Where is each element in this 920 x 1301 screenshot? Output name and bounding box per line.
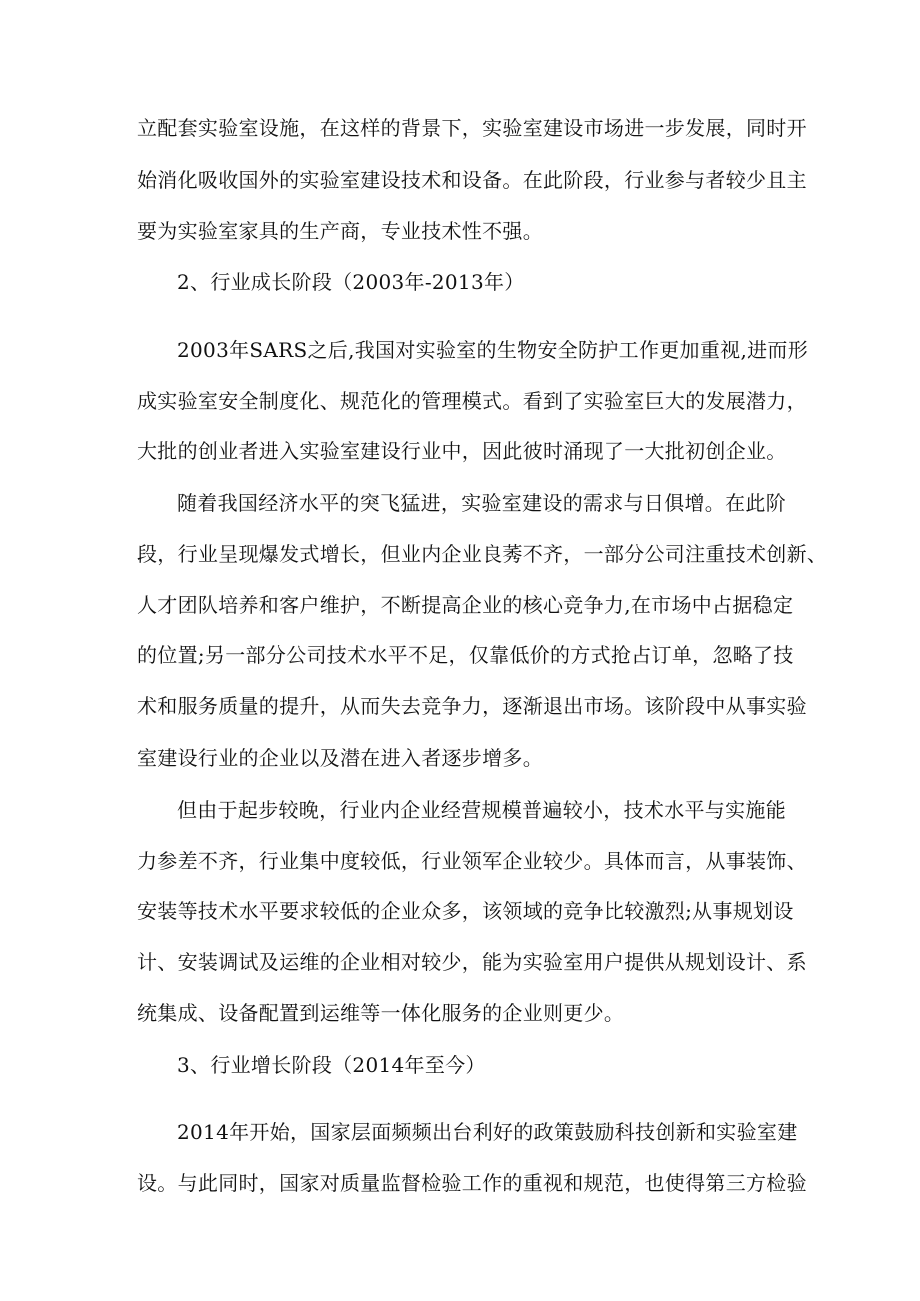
text-line: 术和服务质量的提升，从而失去竞争力，逐渐退出市场。该阶段中从事实验 xyxy=(137,694,807,718)
text-line: 计、安装调试及运维的企业相对较少，能为实验室用户提供从规划设计、系 xyxy=(137,950,807,974)
text-line: 随着我国经济水平的突飞猛进，实验室建设的需求与日俱增。在此阶 xyxy=(177,491,786,515)
text-line: 但由于起步较晚，行业内企业经营规模普遍较小，技术水平与实施能 xyxy=(177,798,786,822)
text-line: 安装等技术水平要求较低的企业众多，该领域的竞争比较激烈;从事规划设 xyxy=(137,899,794,923)
text-line: 人才团队培养和客户维护，不断提高企业的核心竞争力,在市场中占据稳定 xyxy=(137,593,794,617)
text-line: 大批的创业者进入实验室建设行业中，因此彼时涌现了一大批初创企业。 xyxy=(137,439,787,463)
text-line: 统集成、设备配置到运维等一体化服务的企业则更少。 xyxy=(137,1001,625,1025)
section-heading-growth: 2、行业成长阶段（2003年-2013年） xyxy=(177,270,525,294)
text-line: 2014年开始，国家层面频频出台利好的政策鼓励科技创新和实验室建 xyxy=(177,1120,798,1144)
text-line: 室建设行业的企业以及潜在进入者逐步增多。 xyxy=(137,746,543,770)
text-line: 的位置;另一部分公司技术水平不足，仅靠低价的方式抢占订单，忽略了技 xyxy=(137,643,794,667)
text-line: 2003年SARS之后,我国对实验室的生物安全防护工作更加重视,进而形 xyxy=(177,338,809,362)
text-line: 力参差不齐，行业集中度较低，行业领军企业较少。具体而言，从事装饰、 xyxy=(137,849,807,873)
text-line: 立配套实验室设施，在这样的背景下，实验室建设市场进一步发展，同时开 xyxy=(137,116,807,140)
text-line: 始消化吸收国外的实验室建设技术和设备。在此阶段，行业参与者较少且主 xyxy=(137,168,807,192)
text-line: 设。与此同时，国家对质量监督检验工作的重视和规范，也使得第三方检验 xyxy=(137,1171,807,1195)
text-line: 要为实验室家具的生产商，专业技术性不强。 xyxy=(137,219,543,243)
text-line: 成实验室安全制度化、规范化的管理模式。看到了实验室巨大的发展潜力， xyxy=(137,389,807,413)
text-line: 段，行业呈现爆发式增长，但业内企业良莠不齐，一部分公司注重技术创新、 xyxy=(137,542,828,566)
section-heading-increase: 3、行业增长阶段（2014年至今） xyxy=(177,1053,486,1077)
